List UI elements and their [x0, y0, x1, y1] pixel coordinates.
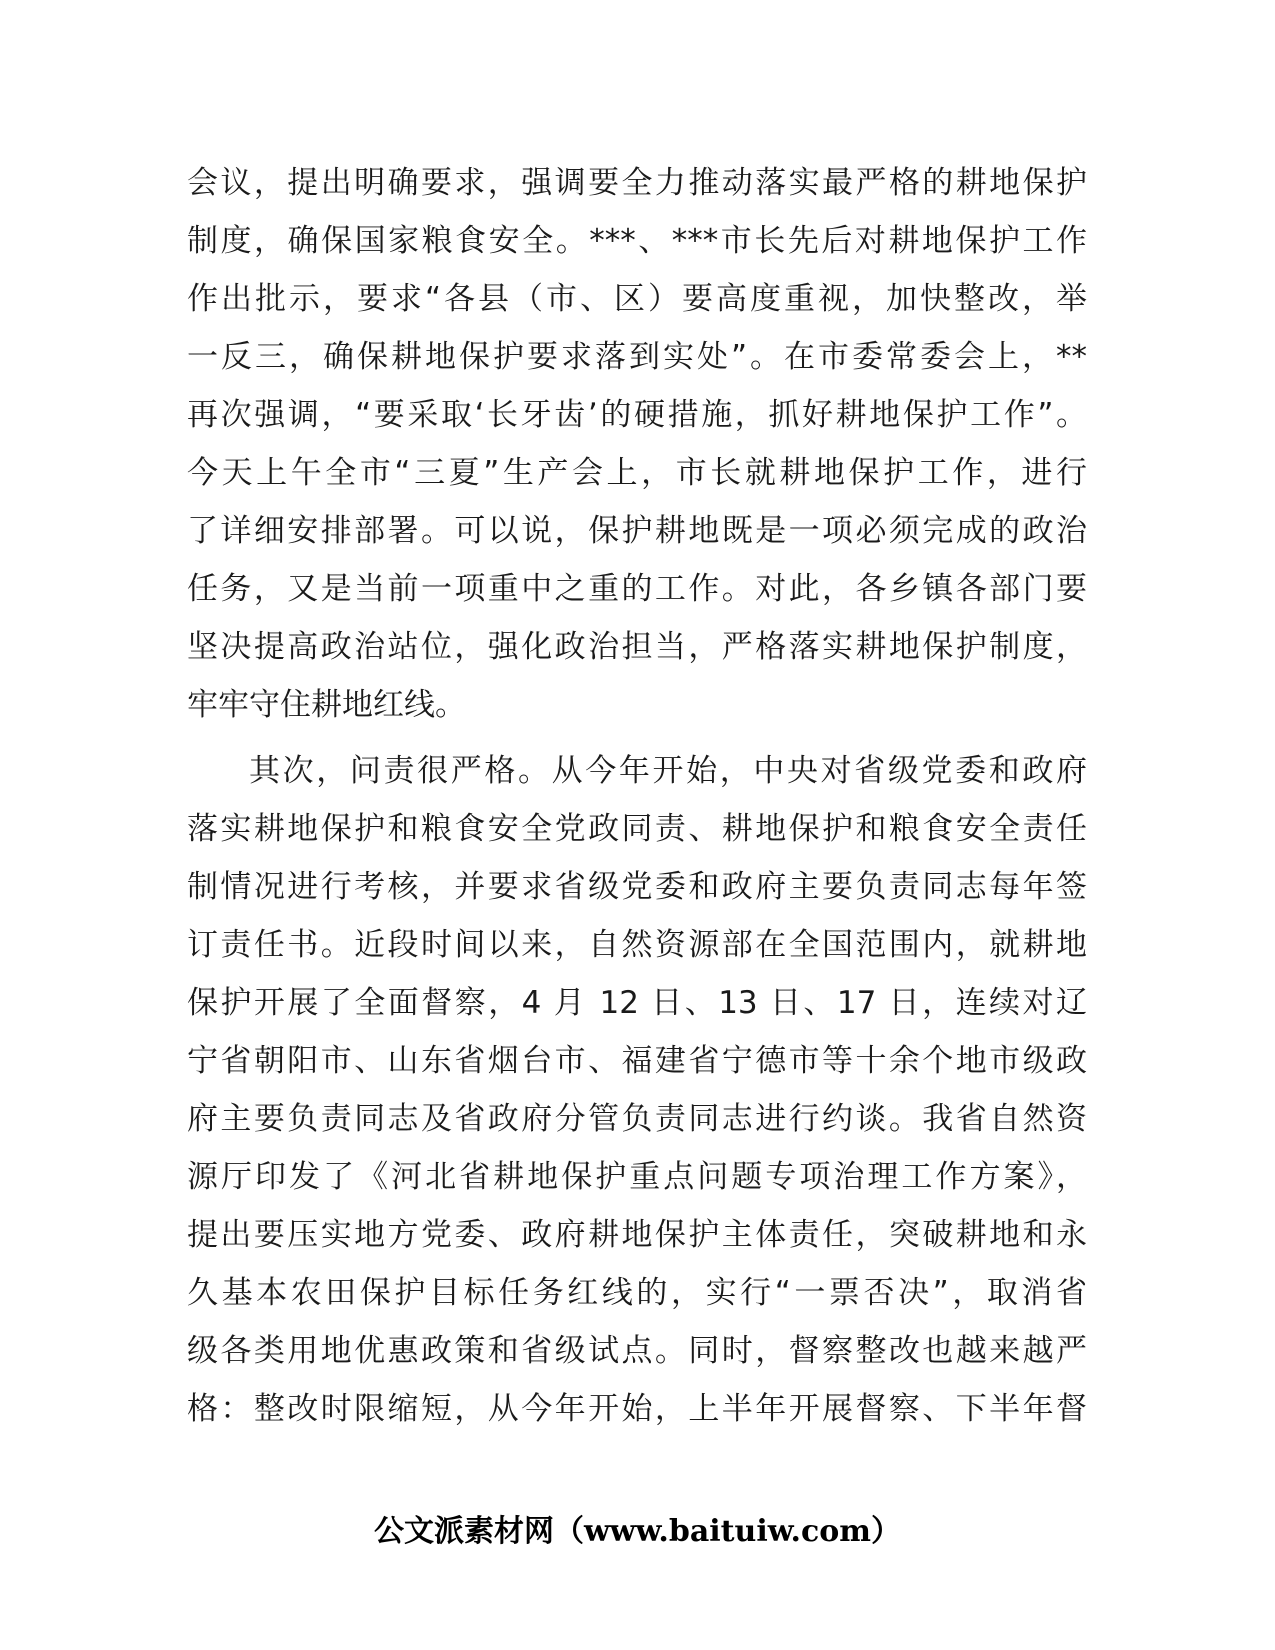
document-body [187, 154, 1087, 1438]
paragraph-1 [187, 154, 1087, 734]
page-footer: 公文派素材网（www.baituiw.com） [373, 1514, 902, 1549]
text-line: 制情况进行考核，并要求省级党委和政府主要负责同志每年签 [187, 869, 1087, 905]
text-line: 制度，确保国家粮食安全。***、***市长先后对耕地保护工作 [187, 223, 1087, 259]
text-line: 牢牢守住耕地红线。 [187, 687, 466, 723]
text-line: 坚决提高政治站位，强化政治担当，严格落实耕地保护制度， [187, 629, 1087, 665]
text-line: 会议，提出明确要求，强调要全力推动落实最严格的耕地保护 [187, 165, 1087, 201]
text-line: 级各类用地优惠政策和省级试点。同时，督察整改也越来越严 [187, 1333, 1087, 1369]
text-line: 提出要压实地方党委、政府耕地保护主体责任，突破耕地和永 [187, 1217, 1087, 1253]
text-line: 任务，又是当前一项重中之重的工作。对此，各乡镇各部门要 [187, 571, 1087, 607]
text-line: 源厅印发了《河北省耕地保护重点问题专项治理工作方案》， [187, 1159, 1087, 1195]
text-line: 保护开展了全面督察，4 月 12 日、13 日、17 日，连续对辽 [187, 985, 1087, 1021]
text-line: 其次，问责很严格。从今年开始，中央对省级党委和政府 [249, 753, 1087, 789]
text-line: 作出批示，要求“各县（市、区）要高度重视，加快整改，举 [187, 281, 1087, 317]
text-line: 府主要负责同志及省政府分管负责同志进行约谈。我省自然资 [187, 1101, 1087, 1137]
text-line: 格：整改时限缩短，从今年开始，上半年开展督察、下半年督 [187, 1391, 1087, 1427]
text-line: 一反三，确保耕地保护要求落到实处”。在市委常委会上，** [187, 339, 1087, 375]
text-line: 久基本农田保护目标任务红线的，实行“一票否决”，取消省 [187, 1275, 1087, 1311]
text-line: 今天上午全市“三夏”生产会上，市长就耕地保护工作，进行 [187, 455, 1087, 491]
text-line: 了详细安排部署。可以说，保护耕地既是一项必须完成的政治 [187, 513, 1087, 549]
text-line: 落实耕地保护和粮食安全党政同责、耕地保护和粮食安全责任 [187, 811, 1087, 847]
paragraph-2 [187, 742, 1087, 1438]
text-line: 订责任书。近段时间以来，自然资源部在全国范围内，就耕地 [187, 927, 1087, 963]
text-line: 宁省朝阳市、山东省烟台市、福建省宁德市等十余个地市级政 [187, 1043, 1087, 1079]
paragraph-gap [187, 734, 1087, 742]
text-line: 再次强调，“要采取‘长牙齿’的硬措施，抓好耕地保护工作”。 [187, 397, 1087, 433]
